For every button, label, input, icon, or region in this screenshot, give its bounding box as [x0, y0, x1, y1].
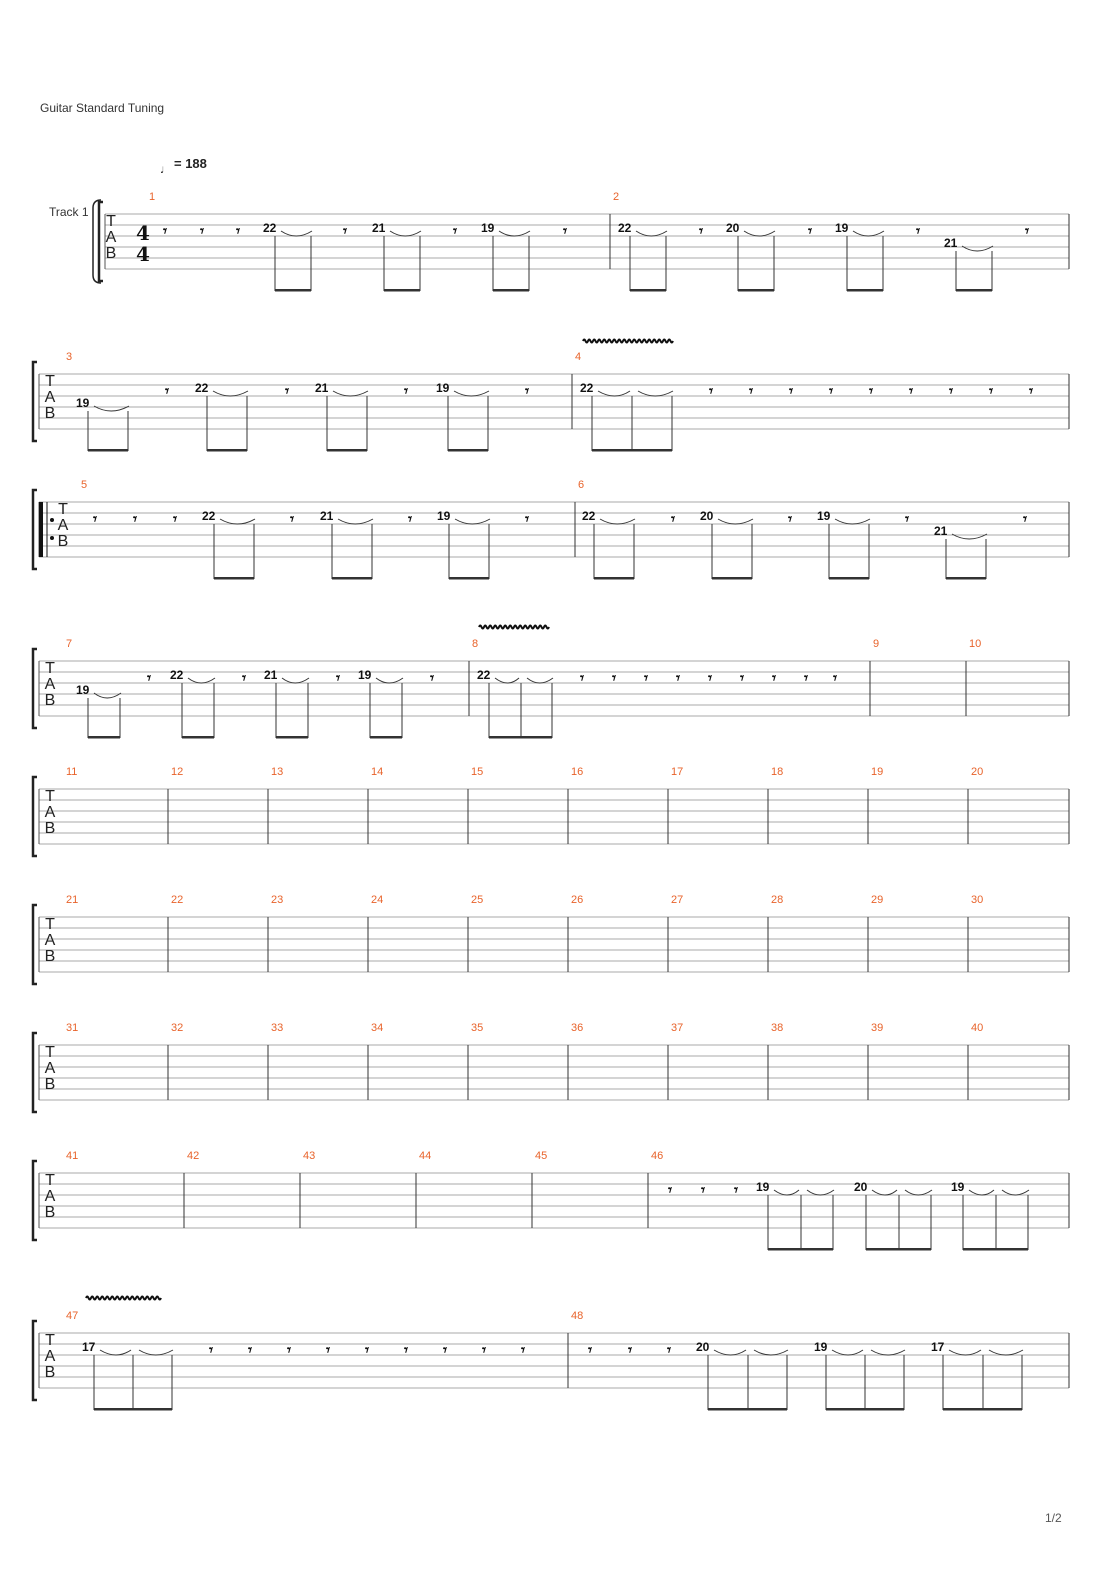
fret-number: 21 — [320, 509, 334, 523]
measure-number: 9 — [873, 638, 880, 650]
eighth-rest: 𝄾 — [671, 510, 675, 528]
measure-number: 4 — [575, 351, 582, 363]
tie-arc — [872, 1190, 897, 1195]
fret-number: 19 — [76, 683, 90, 697]
tie-arc — [598, 391, 630, 396]
note-beam — [275, 289, 311, 292]
fret-number: 20 — [696, 1340, 710, 1354]
measure-number: 28 — [771, 894, 784, 906]
note-beam — [943, 1408, 1022, 1411]
measure-number: 24 — [371, 894, 384, 906]
tie-arc — [282, 678, 309, 683]
note-beam — [448, 449, 488, 452]
eighth-rest: 𝄾 — [408, 510, 412, 528]
tab-clef-letter: T — [45, 788, 55, 805]
measure-number: 20 — [971, 766, 984, 778]
tie-arc — [989, 1350, 1023, 1355]
measure-number: 44 — [419, 1150, 432, 1162]
fret-number: 21 — [315, 381, 329, 395]
fret-number: 19 — [835, 221, 849, 235]
note-beam — [489, 736, 552, 739]
tie-arc — [905, 1190, 932, 1195]
fret-number: 19 — [76, 396, 90, 410]
tab-clef-letter: A — [44, 804, 56, 821]
fret-number: 21 — [372, 221, 386, 235]
measure-number: 13 — [271, 766, 284, 778]
eighth-rest: 𝄾 — [404, 1341, 408, 1359]
tie-arc — [281, 231, 312, 236]
measure-number: 35 — [471, 1022, 484, 1034]
tie-arc — [139, 1350, 173, 1355]
eighth-rest: 𝄾 — [644, 669, 648, 687]
eighth-rest: 𝄾 — [165, 382, 169, 400]
tie-arc — [774, 1190, 799, 1195]
measure-number: 30 — [971, 894, 984, 906]
eighth-rest: 𝄾 — [749, 382, 753, 400]
measure-number: 45 — [535, 1150, 548, 1162]
eighth-rest: 𝄾 — [909, 382, 913, 400]
note-beam — [182, 736, 214, 739]
eighth-rest: 𝄾 — [430, 669, 434, 687]
measure-number: 2 — [613, 191, 620, 203]
fret-number: 19 — [951, 1180, 965, 1194]
eighth-rest: 𝄾 — [667, 1341, 671, 1359]
measure-number: 39 — [871, 1022, 884, 1034]
system-bracket — [33, 1321, 37, 1400]
tab-clef-letter: A — [105, 229, 117, 246]
tie-arc — [835, 519, 870, 524]
fret-number: 19 — [817, 509, 831, 523]
tab-clef-letter: T — [45, 1172, 55, 1189]
tie-arc — [744, 231, 775, 236]
note-beam — [866, 1248, 931, 1251]
vibrato-mark — [479, 626, 549, 629]
measure-number: 16 — [571, 766, 584, 778]
tab-clef-letter: A — [44, 389, 56, 406]
measure-number: 41 — [66, 1150, 79, 1162]
measure-number: 31 — [66, 1022, 79, 1034]
tab-clef-letter: A — [44, 676, 56, 693]
tab-clef-letter: T — [45, 373, 55, 390]
track-name: Track 1 — [49, 205, 89, 219]
note-beam — [956, 289, 992, 292]
eighth-rest: 𝄾 — [676, 669, 680, 687]
system-bracket — [33, 1033, 37, 1112]
eighth-rest: 𝄾 — [336, 669, 340, 687]
tie-arc — [390, 231, 421, 236]
measure-number: 21 — [66, 894, 79, 906]
tie-arc — [220, 519, 255, 524]
fret-number: 19 — [437, 509, 451, 523]
eighth-rest: 𝄾 — [740, 669, 744, 687]
system-bracket — [99, 202, 103, 281]
fret-number: 21 — [944, 236, 958, 250]
tab-clef-letter: B — [44, 1204, 56, 1221]
measure-number: 46 — [651, 1150, 664, 1162]
eighth-rest: 𝄾 — [789, 382, 793, 400]
eighth-rest: 𝄾 — [1029, 382, 1033, 400]
tie-arc — [499, 231, 530, 236]
eighth-rest: 𝄾 — [708, 669, 712, 687]
eighth-rest: 𝄾 — [808, 222, 812, 240]
note-beam — [963, 1248, 1028, 1251]
measure-number: 47 — [66, 1310, 79, 1322]
tab-clef-letter: A — [44, 1060, 56, 1077]
measure-number: 38 — [771, 1022, 784, 1034]
tab-clef-letter: B — [57, 533, 69, 550]
eighth-rest: 𝄾 — [699, 222, 703, 240]
tie-arc — [853, 231, 884, 236]
note-beam — [594, 577, 634, 580]
eighth-rest: 𝄾 — [404, 382, 408, 400]
tab-clef-letter: B — [105, 245, 117, 262]
measure-number: 18 — [771, 766, 784, 778]
repeat-dot — [50, 536, 54, 540]
system-bracket — [33, 905, 37, 984]
repeat-dot — [50, 518, 54, 522]
tab-clef-letter: A — [44, 1348, 56, 1365]
measure-number: 23 — [271, 894, 284, 906]
measure-number: 22 — [171, 894, 184, 906]
fret-number: 22 — [477, 668, 491, 682]
tie-arc — [754, 1350, 788, 1355]
eighth-rest: 𝄾 — [563, 222, 567, 240]
time-signature-top: 4 — [136, 221, 150, 245]
tab-clef-letter: B — [44, 948, 56, 965]
eighth-rest: 𝄾 — [482, 1341, 486, 1359]
eighth-rest: 𝄾 — [200, 222, 204, 240]
note-beam — [768, 1248, 833, 1251]
measure-number: 48 — [571, 1310, 584, 1322]
tab-clef-letter: T — [58, 501, 68, 518]
note-beam — [449, 577, 489, 580]
eighth-rest: 𝄾 — [709, 382, 713, 400]
measure-number: 19 — [871, 766, 884, 778]
tie-arc — [455, 519, 490, 524]
tie-arc — [871, 1350, 905, 1355]
page-number: 1/2 — [1045, 1511, 1062, 1525]
eighth-rest: 𝄾 — [772, 669, 776, 687]
eighth-rest: 𝄾 — [209, 1341, 213, 1359]
measure-number: 36 — [571, 1022, 584, 1034]
tab-clef-letter: T — [45, 660, 55, 677]
eighth-rest: 𝄾 — [905, 510, 909, 528]
fret-number: 22 — [202, 509, 216, 523]
eighth-rest: 𝄾 — [365, 1341, 369, 1359]
eighth-rest: 𝄾 — [287, 1341, 291, 1359]
note-beam — [712, 577, 752, 580]
tie-arc — [527, 678, 553, 683]
note-beam — [94, 1408, 172, 1411]
eighth-rest: 𝄾 — [443, 1341, 447, 1359]
eighth-rest: 𝄾 — [588, 1341, 592, 1359]
fret-number: 19 — [481, 221, 495, 235]
fret-number: 22 — [580, 381, 594, 395]
tab-clef-letter: B — [44, 1364, 56, 1381]
measure-number: 14 — [371, 766, 384, 778]
fret-number: 22 — [618, 221, 632, 235]
eighth-rest: 𝄾 — [949, 382, 953, 400]
eighth-rest: 𝄾 — [163, 222, 167, 240]
tie-arc — [714, 1350, 746, 1355]
eighth-rest: 𝄾 — [612, 669, 616, 687]
tab-clef-letter: T — [106, 213, 116, 230]
measure-number: 32 — [171, 1022, 184, 1034]
note-beam — [276, 736, 308, 739]
measure-number: 1 — [149, 191, 156, 203]
measure-number: 34 — [371, 1022, 384, 1034]
eighth-rest: 𝄾 — [916, 222, 920, 240]
measure-number: 26 — [571, 894, 584, 906]
fret-number: 17 — [82, 1340, 96, 1354]
eighth-rest: 𝄾 — [701, 1181, 705, 1199]
measure-number: 29 — [871, 894, 884, 906]
eighth-rest: 𝄾 — [628, 1341, 632, 1359]
note-beam — [708, 1408, 787, 1411]
note-beam — [847, 289, 883, 292]
eighth-rest: 𝄾 — [242, 669, 246, 687]
note-beam — [829, 577, 869, 580]
fret-number: 20 — [700, 509, 714, 523]
eighth-rest: 𝄾 — [285, 382, 289, 400]
measure-number: 7 — [66, 638, 73, 650]
measure-number: 27 — [671, 894, 684, 906]
tie-arc — [600, 519, 635, 524]
system-bracket — [33, 1161, 37, 1240]
note-beam — [592, 449, 672, 452]
note-beam — [332, 577, 372, 580]
note-beam — [207, 449, 247, 452]
tab-clef-letter: T — [45, 916, 55, 933]
measure-number: 33 — [271, 1022, 284, 1034]
eighth-rest: 𝄾 — [1023, 510, 1027, 528]
fret-number: 21 — [934, 524, 948, 538]
tie-arc — [832, 1350, 863, 1355]
eighth-rest: 𝄾 — [833, 669, 837, 687]
vibrato-mark — [583, 340, 673, 343]
eighth-rest: 𝄾 — [93, 510, 97, 528]
eighth-rest: 𝄾 — [147, 669, 151, 687]
note-beam — [630, 289, 666, 292]
tie-arc — [807, 1190, 834, 1195]
eighth-rest: 𝄾 — [521, 1341, 525, 1359]
measure-number: 43 — [303, 1150, 316, 1162]
fret-number: 19 — [756, 1180, 770, 1194]
tab-clef-letter: B — [44, 1076, 56, 1093]
fret-number: 21 — [264, 668, 278, 682]
tie-arc — [969, 1190, 994, 1195]
tab-clef-letter: B — [44, 405, 56, 422]
eighth-rest: 𝄾 — [525, 510, 529, 528]
time-signature-bottom: 4 — [136, 242, 150, 266]
eighth-rest: 𝄾 — [453, 222, 457, 240]
note-beam — [88, 736, 120, 739]
eighth-rest: 𝄾 — [869, 382, 873, 400]
eighth-rest: 𝄾 — [525, 382, 529, 400]
tie-arc — [100, 1350, 131, 1355]
tie-arc — [454, 391, 489, 396]
eighth-rest: 𝄾 — [804, 669, 808, 687]
tie-arc — [188, 678, 215, 683]
tab-clef-letter: T — [45, 1332, 55, 1349]
eighth-rest: 𝄾 — [668, 1181, 672, 1199]
tie-arc — [213, 391, 248, 396]
tab-clef-letter: B — [44, 692, 56, 709]
vibrato-mark — [86, 1297, 161, 1300]
system-bracket — [33, 362, 37, 441]
repeat-start-thick-bar — [39, 502, 43, 557]
note-beam — [826, 1408, 904, 1411]
eighth-rest: 𝄾 — [1025, 222, 1029, 240]
fret-number: 19 — [436, 381, 450, 395]
eighth-rest: 𝄾 — [829, 382, 833, 400]
measure-number: 5 — [81, 479, 88, 491]
fret-number: 19 — [814, 1340, 828, 1354]
fret-number: 20 — [726, 221, 740, 235]
tab-clef-letter: A — [57, 517, 69, 534]
eighth-rest: 𝄾 — [236, 222, 240, 240]
eighth-rest: 𝄾 — [326, 1341, 330, 1359]
note-beam — [327, 449, 367, 452]
tab-clef-letter: T — [45, 1044, 55, 1061]
measure-number: 40 — [971, 1022, 984, 1034]
tab-clef-letter: B — [44, 820, 56, 837]
system-bracket — [33, 649, 37, 728]
tie-arc — [718, 519, 753, 524]
note-beam — [88, 449, 128, 452]
tie-arc — [636, 231, 667, 236]
note-beam — [214, 577, 254, 580]
fret-number: 19 — [358, 668, 372, 682]
measure-number: 37 — [671, 1022, 684, 1034]
eighth-rest: 𝄾 — [788, 510, 792, 528]
tie-arc — [949, 1350, 981, 1355]
measure-number: 6 — [578, 479, 585, 491]
eighth-rest: 𝄾 — [173, 510, 177, 528]
eighth-rest: 𝄾 — [580, 669, 584, 687]
note-beam — [384, 289, 420, 292]
fret-number: 22 — [263, 221, 277, 235]
eighth-rest: 𝄾 — [343, 222, 347, 240]
eighth-rest: 𝄾 — [248, 1341, 252, 1359]
tab-clef-letter: A — [44, 932, 56, 949]
measure-number: 11 — [66, 766, 78, 778]
measure-number: 12 — [171, 766, 184, 778]
tie-arc — [638, 391, 673, 396]
tab-clef-letter: A — [44, 1188, 56, 1205]
fret-number: 22 — [582, 509, 596, 523]
eighth-rest: 𝄾 — [734, 1181, 738, 1199]
measure-number: 8 — [472, 638, 479, 650]
measure-number: 42 — [187, 1150, 200, 1162]
measure-number: 17 — [671, 766, 684, 778]
tie-arc — [338, 519, 373, 524]
measure-number: 25 — [471, 894, 484, 906]
measure-number: 10 — [969, 638, 982, 650]
eighth-rest: 𝄾 — [989, 382, 993, 400]
tie-arc — [333, 391, 368, 396]
measure-number: 3 — [66, 351, 73, 363]
fret-number: 20 — [854, 1180, 868, 1194]
tie-arc — [1002, 1190, 1029, 1195]
fret-number: 22 — [170, 668, 184, 682]
tie-arc — [495, 678, 519, 683]
fret-number: 22 — [195, 381, 209, 395]
system-bracket — [33, 777, 37, 856]
note-beam — [946, 577, 986, 580]
note-beam — [493, 289, 529, 292]
note-beam — [370, 736, 402, 739]
eighth-rest: 𝄾 — [290, 510, 294, 528]
measure-number: 15 — [471, 766, 484, 778]
tuning-label: Guitar Standard Tuning — [40, 101, 165, 115]
fret-number: 17 — [931, 1340, 945, 1354]
note-beam — [738, 289, 774, 292]
eighth-rest: 𝄾 — [133, 510, 137, 528]
tie-arc — [376, 678, 403, 683]
system-bracket — [33, 490, 37, 569]
tempo-marking: = 188 — [174, 156, 207, 171]
